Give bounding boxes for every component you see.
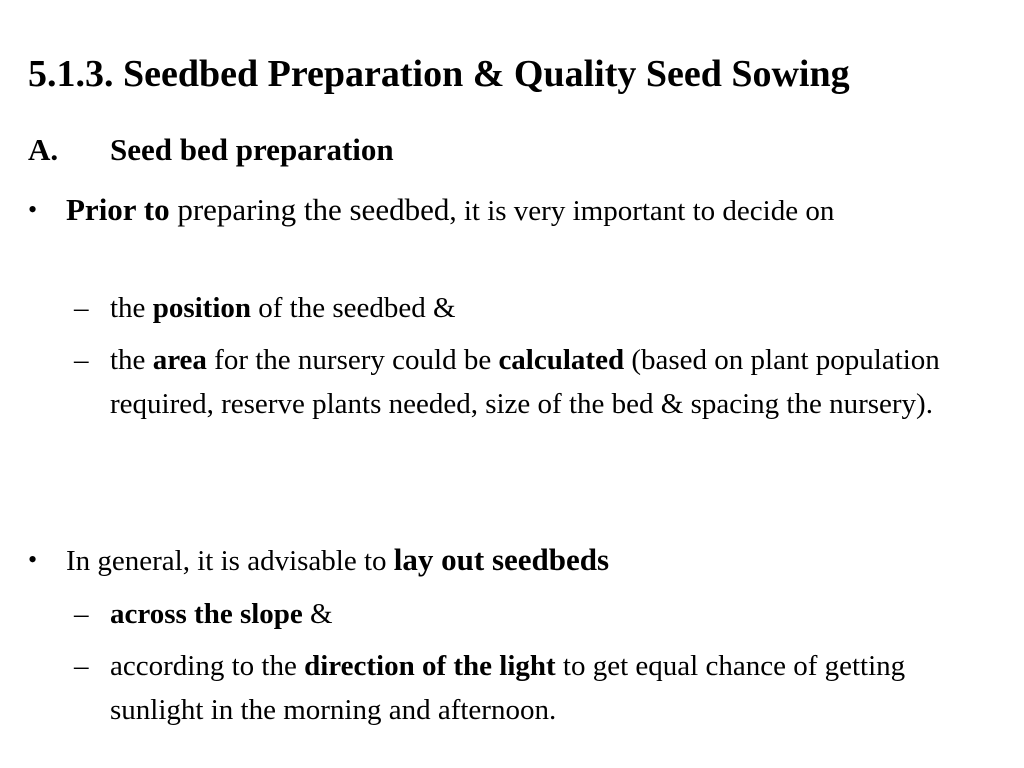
sub-item-text bbox=[110, 338, 998, 426]
text-run: to get equal chance of getting sunlight in the morning and afternoon. bbox=[110, 650, 906, 726]
text-run: the bbox=[110, 292, 153, 324]
dash-icon: – bbox=[74, 344, 89, 376]
bold-direction-of-the-light: direction of the light bbox=[304, 650, 556, 682]
text-run: according to the bbox=[110, 650, 305, 682]
bullet-item-prior-to bbox=[28, 188, 998, 233]
section-letter: A. bbox=[28, 132, 59, 167]
sub-item-text bbox=[110, 644, 998, 732]
bullet-text-a: preparing the seedbed bbox=[169, 192, 450, 227]
sub-item-direction-light bbox=[74, 644, 998, 732]
bold-calculated: calculated bbox=[498, 344, 625, 376]
text-run: In general, it is advisable to bbox=[66, 545, 394, 577]
bullet-item-in-general bbox=[28, 538, 998, 583]
bullet-text bbox=[66, 188, 998, 233]
bullet-icon: • bbox=[28, 545, 38, 574]
sub-item-text bbox=[110, 592, 998, 636]
sub-item-across-slope bbox=[74, 592, 998, 636]
bullet-text bbox=[66, 538, 998, 583]
dash-icon: – bbox=[74, 598, 89, 630]
bullet-icon: • bbox=[28, 195, 38, 224]
text-run: & bbox=[302, 598, 333, 630]
text-run: the bbox=[110, 344, 153, 376]
slide-title: 5.1.3. Seedbed Preparation & Quality Seed Sowing bbox=[28, 53, 850, 95]
sub-item-text bbox=[110, 286, 998, 330]
bold-area: area bbox=[152, 344, 207, 376]
text-run: for the nursery could be bbox=[206, 344, 499, 376]
dash-icon: – bbox=[74, 650, 89, 682]
bold-lead: Prior to bbox=[66, 192, 170, 227]
sub-item-area bbox=[74, 338, 998, 426]
bullet-text-b: , it is very important to decide on bbox=[449, 195, 835, 227]
section-heading bbox=[28, 128, 394, 172]
bold-lay-out-seedbeds: lay out seedbeds bbox=[393, 542, 610, 577]
dash-icon: – bbox=[74, 292, 89, 324]
text-run: of the seedbed & bbox=[251, 292, 456, 324]
section-title: Seed bed preparation bbox=[110, 132, 394, 167]
bold-position: position bbox=[152, 292, 252, 324]
bold-across-the-slope: across the slope bbox=[110, 598, 303, 630]
sub-item-position bbox=[74, 286, 998, 330]
text-run: (based on plant population required, reserve plants needed, size of the bed & spacing the nursery). bbox=[110, 344, 940, 420]
